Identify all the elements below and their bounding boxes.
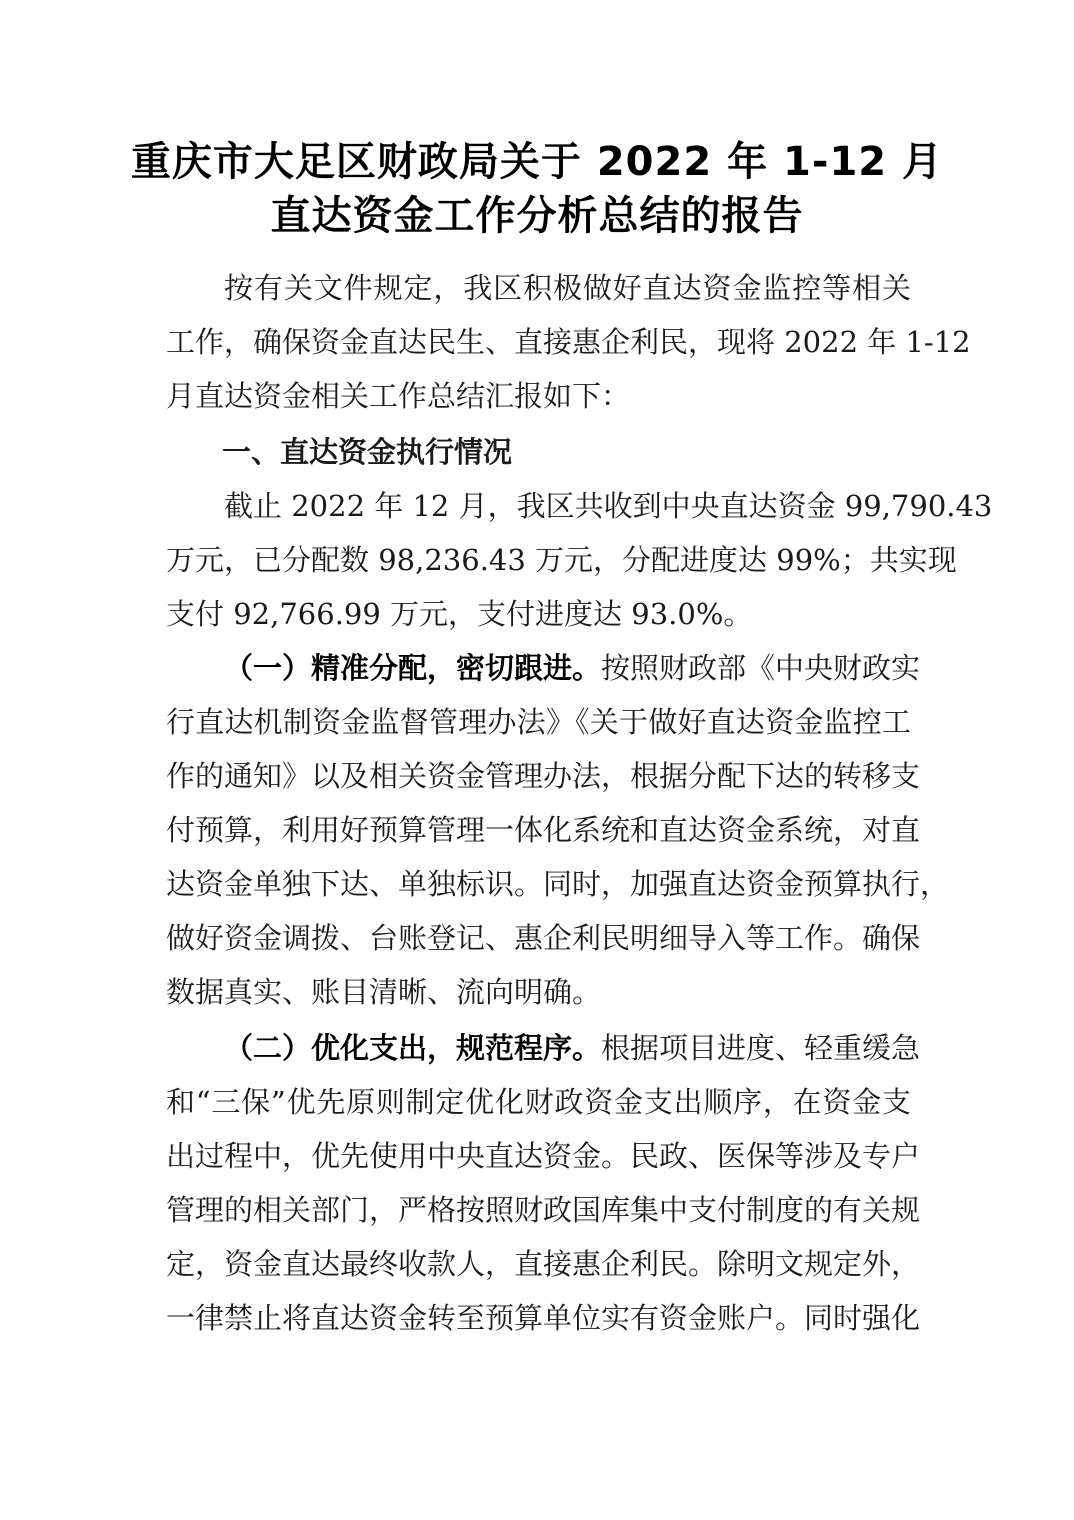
subsection2-line: 管理的相关部门，严格按照财政国库集中支付制度的有关规 [166, 1193, 921, 1227]
subsection2-lead: （二）优化支出，规范程序。 [224, 1031, 602, 1065]
subsection2-first-line [224, 1028, 921, 1068]
section1-line: 截止 2022 年 12 月，我区共收到中央直达资金 99,790.43 [224, 489, 993, 523]
subsection1-line: 付预算，利用好预算管理一体化系统和直达资金系统，对直 [166, 813, 921, 847]
intro-line: 按有关文件规定，我区积极做好直达资金监控等相关 [224, 271, 911, 305]
section1-line: 支付 92,766.99 万元，支付进度达 93.0%。 [166, 597, 753, 631]
subsection1-line: 达资金单独下达、单独标识。同时，加强直达资金预算执行， [166, 867, 950, 901]
subsection2-line: 和“三保”优先原则制定优化财政资金支出顺序，在资金支 [166, 1085, 911, 1119]
intro-line: 月直达资金相关工作总结汇报如下： [166, 379, 631, 413]
subsection2-line: 出过程中，优先使用中央直达资金。民政、医保等涉及专户 [166, 1139, 921, 1173]
subsection1-lead: （一）精准分配，密切跟进。 [224, 651, 602, 685]
subsection2-line: 定，资金直达最终收款人，直接惠企利民。除明文规定外， [166, 1247, 921, 1281]
subsection1-first-rest: 按照财政部《中央财政实 [601, 651, 921, 685]
document-title-line-1: 重庆市大足区财政局关于 2022 年 1-12 月 [130, 139, 944, 185]
subsection1-line: 数据真实、账目清晰、流向明确。 [166, 975, 602, 1009]
subsection1-line: 作的通知》以及相关资金管理办法，根据分配下达的转移支 [166, 759, 921, 793]
subsection1-line: 行直达机制资金监督管理办法》《关于做好直达资金监控工 [166, 705, 911, 739]
document-title-line-2: 直达资金工作分析总结的报告 [270, 193, 804, 239]
section-heading: 一、直达资金执行情况 [222, 435, 513, 469]
subsection2-line: 一律禁止将直达资金转至预算单位实有资金账户。同时强化 [166, 1301, 921, 1335]
subsection1-first-line [224, 648, 921, 688]
subsection2-first-rest: 根据项目进度、轻重缓急 [601, 1031, 921, 1065]
subsection1-line: 做好资金调拨、台账登记、惠企利民明细导入等工作。确保 [166, 921, 921, 955]
intro-line: 工作，确保资金直达民生、直接惠企利民，现将 2022 年 1-12 [166, 325, 971, 359]
section1-line: 万元，已分配数 98,236.43 万元，分配进度达 99%；共实现 [166, 543, 957, 577]
